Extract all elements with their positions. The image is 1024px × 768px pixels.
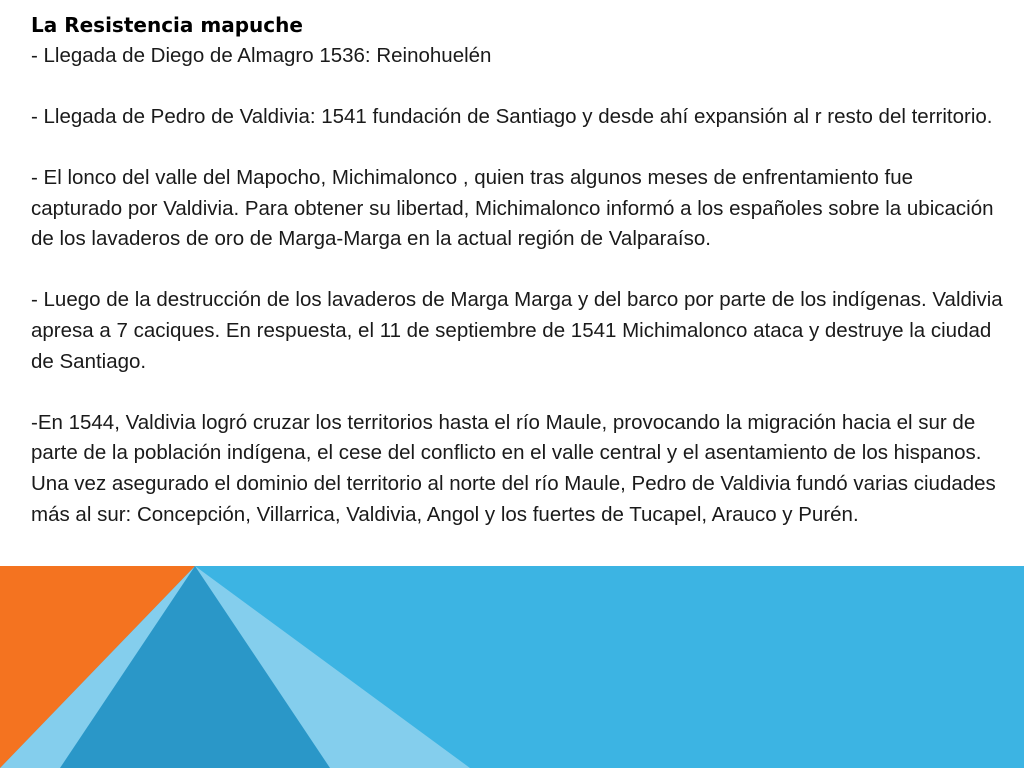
paragraph-valdivia-arrival: - Llegada de Pedro de Valdivia: 1541 fundación de Santiago y desde ahí expansión al r resto del territorio.: [31, 104, 993, 128]
paragraph-spacer: [31, 377, 1006, 408]
paragraph-destruction-santiago: - Luego de la destrucción de los lavaderos de Marga Marga y del barco por parte de los indígenas. Valdivia apresa a 7 caciques. En respuesta, el 11 de septiembre de 1541 Michimalonco ataca y destruye la ciudad de Santiago.: [31, 288, 1003, 373]
paragraph-spacer: [31, 132, 1006, 163]
paragraph-michimalonco: - El lonco del valle del Mapocho, Michimalonco , quien tras algunos meses de enfrentamiento fue capturado por Valdivia. Para obtener su libertad, Michimalonco informó a los españoles sobre la ubicación de los lavaderos de oro de Marga-Marga en la actual región de Valparaíso.: [31, 165, 994, 251]
slide-title: La Resistencia mapuche: [31, 13, 303, 37]
paragraph-almagro: - Llegada de Diego de Almagro 1536: Reinohuelén: [31, 43, 492, 67]
paragraph-spacer: [31, 71, 1006, 102]
paragraph-1544-expansion: -En 1544, Valdivia logró cruzar los territorios hasta el río Maule, provocando la migración hacia el sur de parte de la población indígena, el cese del conflicto en el valle central y el asentamiento de los hispanos. Una vez asegurado el dominio del territorio al norte del río Maule, Pedro de Valdivia fundó varias ciudades más al sur: Concepción, Villarrica, Valdivia, Angol y los fuertes de Tucapel, Arauco y Purén.: [31, 410, 996, 526]
paragraph-spacer: [31, 255, 1006, 286]
slide-text-body: [31, 10, 1006, 530]
